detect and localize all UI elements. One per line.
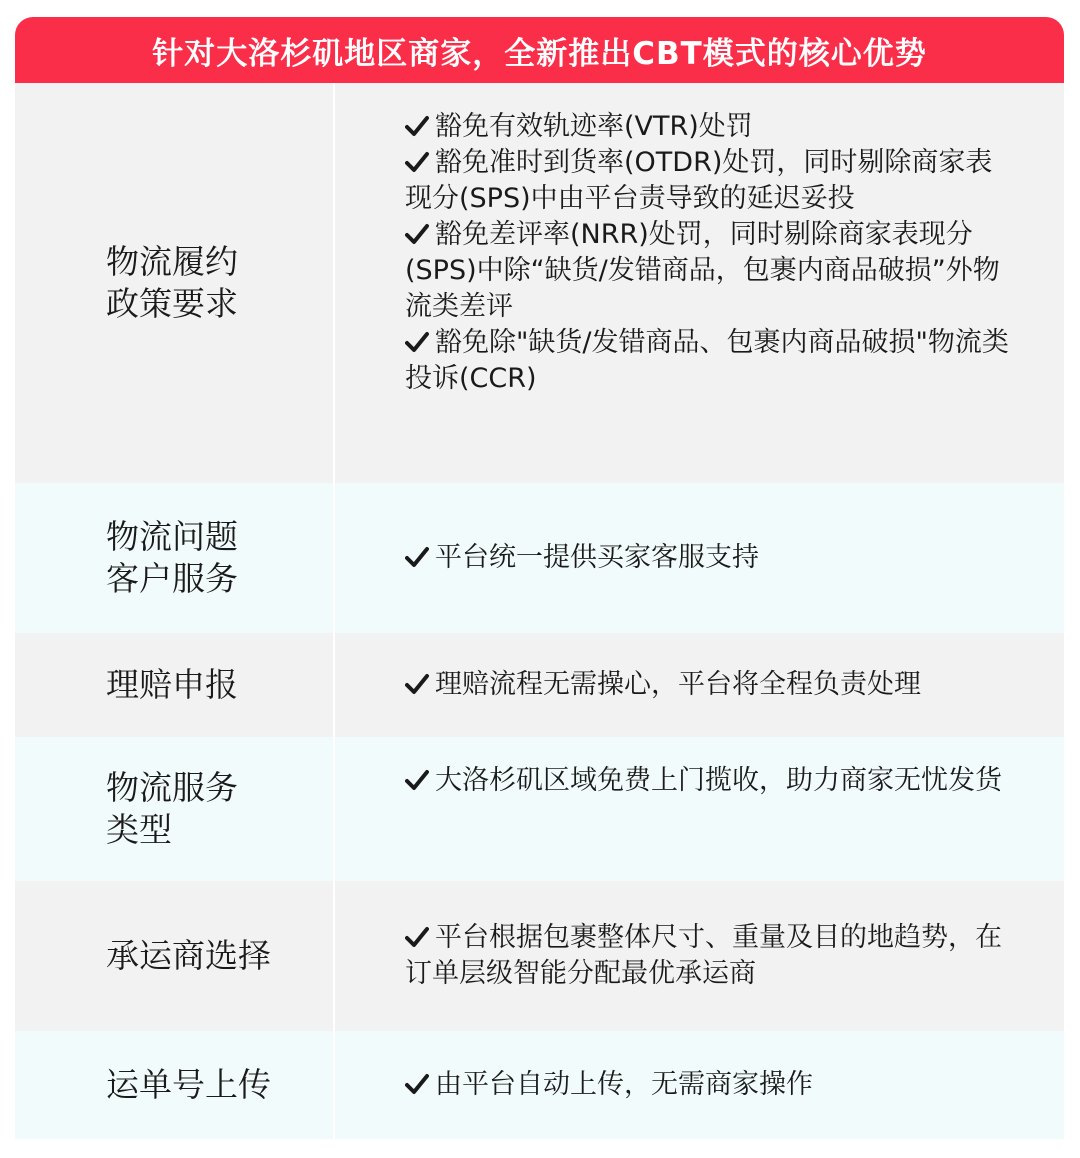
row-content [335,881,1064,1031]
bullet-list [405,1067,813,1103]
row-label-text: 理赔申报 [106,665,238,704]
bullet-text: 大洛杉矶区域免费上门揽收，助力商家无忧发货 [435,765,1002,796]
bullet-text: 平台根据包裹整体尺寸、重量及目的地趋势，在订单层级智能分配最优承运商 [405,922,1002,989]
list-item [405,325,1014,397]
row-content [335,483,1064,633]
row-label-text: 物流问题 客户服务 [106,517,238,598]
row-label-text: 运单号上传 [106,1065,271,1104]
table-row-logistics-policy [15,83,1064,483]
row-label-text: 物流服务 类型 [106,768,238,849]
row-label-text: 物流履约 政策要求 [106,242,238,323]
bullet-text: 由平台自动上传，无需商家操作 [435,1069,813,1100]
row-content [335,1031,1064,1139]
check-icon [405,1073,429,1095]
table-header [15,17,1064,83]
table-row-carrier [15,881,1064,1031]
row-label [15,1031,333,1139]
table-row-customer-service [15,483,1064,633]
check-icon [405,673,429,695]
bullet-text: 豁免有效轨迹率(VTR)处罚 [435,111,753,142]
row-content [335,633,1064,737]
check-icon [405,769,429,791]
bullet-list [405,920,1014,992]
check-icon [405,151,429,173]
row-label-text: 承运商选择 [106,936,271,975]
row-label [15,83,333,483]
row-content [335,83,1064,483]
bullet-text: 理赔流程无需操心，平台将全程负责处理 [435,669,921,700]
row-label [15,633,333,737]
bullet-list [405,763,1002,799]
list-item [405,540,759,576]
bullet-text: 豁免差评率(NRR)处罚，同时剔除商家表现分(SPS)中除“缺货/发错商品，包裹内商品破损”外物流类差评 [405,219,1000,322]
check-icon [405,115,429,137]
check-icon [405,546,429,568]
list-item [405,217,1014,325]
advantages-table [15,17,1064,1139]
row-content [335,737,1064,881]
row-label [15,483,333,633]
table-title: 针对大洛杉矶地区商家，全新推出CBT模式的核心优势 [152,35,927,72]
table-row-tracking-upload [15,1031,1064,1139]
row-label [15,737,333,881]
list-item [405,920,1014,992]
bullet-list [405,540,759,576]
list-item [405,1067,813,1103]
table-row-claims [15,633,1064,737]
bullet-text: 平台统一提供买家客服支持 [435,542,759,573]
row-label [15,881,333,1031]
bullet-list [405,667,921,703]
bullet-text: 豁免除"缺货/发错商品、包裹内商品破损"物流类投诉(CCR) [405,327,1009,394]
check-icon [405,223,429,245]
check-icon [405,331,429,353]
check-icon [405,926,429,948]
list-item [405,145,1014,217]
table-row-service-type [15,737,1064,881]
list-item [405,763,1002,799]
bullet-text: 豁免准时到货率(OTDR)处罚，同时剔除商家表现分(SPS)中由平台责导致的延迟妥投 [405,147,993,214]
list-item [405,109,1014,145]
list-item [405,667,921,703]
bullet-list [405,109,1014,397]
